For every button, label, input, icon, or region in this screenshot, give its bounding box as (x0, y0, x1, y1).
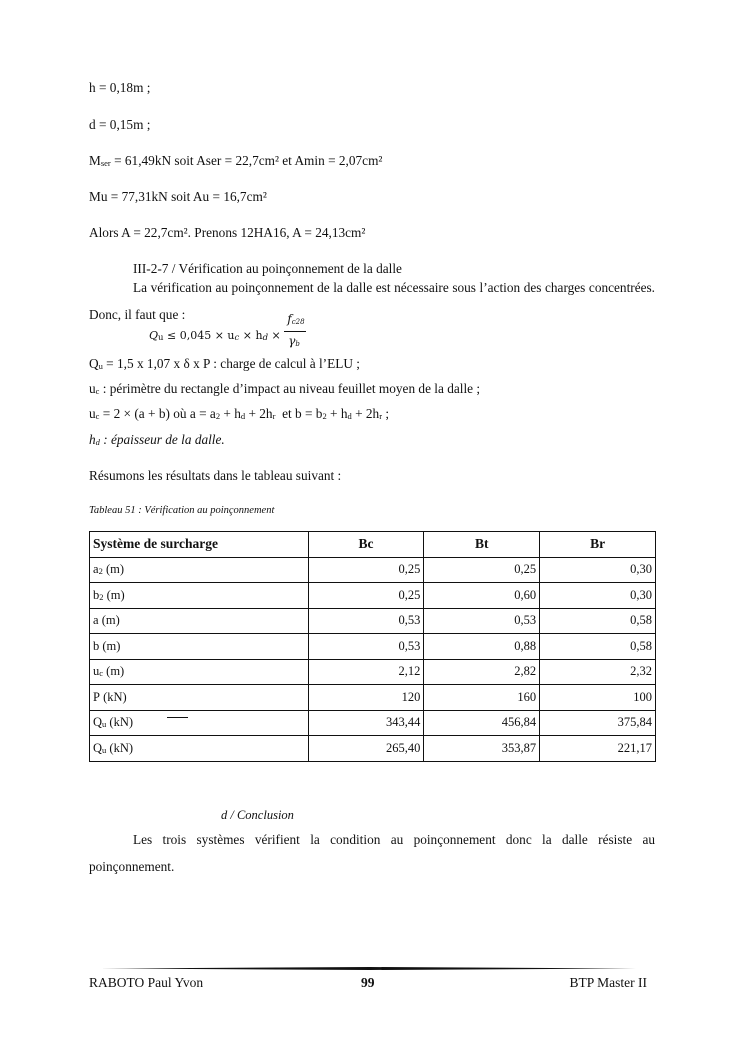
ucf-p1: u (89, 406, 96, 421)
page-number: 99 (361, 975, 375, 990)
def-hd-h: h (89, 432, 96, 447)
def-qu (89, 356, 360, 372)
ucf-p5: et b = b (275, 406, 323, 421)
row-label (90, 736, 309, 762)
def-uc-u: u (89, 381, 96, 396)
header-br: Br (540, 532, 656, 558)
line-d (89, 117, 150, 133)
row-label-var: b (93, 638, 100, 653)
section-intro: La vérification au poinçonnement de la dalle est nécessaire sous l’action des charges concentrées. Donc, il faut que : (89, 280, 655, 322)
den-gamma: γ (288, 334, 296, 348)
ucf-p7: + 2h (351, 406, 380, 421)
table-row (90, 659, 656, 685)
table-cell: 120 (308, 685, 424, 711)
ucf-s6: d (347, 411, 352, 421)
ucf-s7: r (379, 411, 383, 421)
table-row (90, 685, 656, 711)
row-label-unit: (kN) (99, 689, 127, 704)
table-row (90, 736, 656, 762)
table-cell: 0,58 (540, 608, 656, 634)
row-label (90, 557, 309, 583)
row-label-var: a (93, 562, 99, 577)
header-system: Système de surcharge (90, 532, 309, 558)
den-sub: b (295, 340, 300, 348)
var-d: d (89, 117, 96, 132)
table-header-row (90, 532, 656, 558)
table-row (90, 608, 656, 634)
header-bt: Bt (424, 532, 540, 558)
formula-times: × (268, 329, 281, 342)
row-label-var: b (93, 587, 100, 602)
row-label-unit: (m) (99, 638, 121, 653)
fraction-denominator (288, 334, 300, 348)
row-label-unit: (m) (103, 664, 125, 679)
footer-rule (100, 967, 640, 970)
def-hd-sub: d (95, 437, 100, 447)
line-mser (89, 153, 382, 169)
formula-q-sub: u (158, 333, 164, 343)
def-hd (89, 432, 225, 448)
row-label-sub: 2 (99, 591, 104, 602)
table-cell: 0,53 (308, 608, 424, 634)
table-cell: 2,82 (424, 659, 540, 685)
formula-hd-sub: d (262, 333, 269, 343)
row-label (90, 608, 309, 634)
var-h: h (89, 80, 96, 95)
fraction-bar (284, 331, 306, 332)
table-cell: 0,53 (308, 634, 424, 660)
table-cell: 100 (540, 685, 656, 711)
ucf-s2: 2 (215, 411, 221, 421)
row-label-var: u (93, 664, 100, 679)
def-qu-q: Q (89, 356, 99, 371)
num-f: f (287, 312, 292, 326)
table-cell: 0,30 (540, 583, 656, 609)
table-row (90, 710, 656, 736)
def-hd-text: : épaisseur de la dalle. (99, 432, 225, 447)
table-row (90, 634, 656, 660)
row-label-unit: (m) (102, 562, 124, 577)
ucf-p3: + h (220, 406, 241, 421)
ucf-p2: = 2 × (a + b) où a = a (99, 406, 216, 421)
stray-line-mark (167, 717, 188, 718)
header-bc: Bc (308, 532, 424, 558)
mser-text: = 61,49kN soit Aser = 22,7cm² et Amin = 2,07cm² (110, 153, 383, 168)
formula-uc-sub: c (234, 333, 240, 343)
conclusion-heading: d / Conclusion (221, 808, 294, 822)
def-uc-formula (89, 406, 389, 422)
var-m: M (89, 153, 101, 168)
def-uc-text: : périmètre du rectangle d’impact au niveau feuillet moyen de la dalle ; (99, 381, 481, 396)
table-cell: 375,84 (540, 710, 656, 736)
table-cell: 0,88 (424, 634, 540, 660)
ucf-p4: + 2h (245, 406, 273, 421)
value-h: = 0,18m ; (98, 80, 151, 95)
line-alors: Alors A = 22,7cm². Prenons 12HA16, A = 24,13cm² (89, 225, 366, 240)
row-label-var: P (93, 689, 100, 704)
row-label (90, 583, 309, 609)
table-cell: 160 (424, 685, 540, 711)
row-label-unit: (kN) (106, 715, 134, 730)
table-cell: 456,84 (424, 710, 540, 736)
table-cell: 0,25 (308, 583, 424, 609)
table-cell: 2,12 (308, 659, 424, 685)
row-label-sub: u (102, 719, 107, 730)
table-cell: 0,53 (424, 608, 540, 634)
formula-times-h: × h (239, 329, 263, 342)
table-cell: 353,87 (424, 736, 540, 762)
row-label-unit: (m) (103, 587, 125, 602)
row-label-var: Q (93, 715, 103, 730)
table-cell: 0,30 (540, 557, 656, 583)
def-uc-sub: c (95, 386, 100, 396)
num-sub: c28 (291, 318, 305, 326)
table-row (90, 557, 656, 583)
row-label-unit: (m) (98, 613, 120, 628)
table-row (90, 583, 656, 609)
row-label (90, 659, 309, 685)
table-cell: 0,58 (540, 634, 656, 660)
formula-fraction (284, 312, 306, 348)
row-label-var: a (93, 613, 99, 628)
table-cell: 343,44 (308, 710, 424, 736)
table-cell: 0,25 (424, 557, 540, 583)
table-caption: Tableau 51 : Vérification au poinçonnement (89, 505, 275, 516)
punching-formula (149, 312, 306, 348)
row-label (90, 634, 309, 660)
row-label (90, 685, 309, 711)
summary-line: Résumons les résultats dans le tableau suivant : (89, 468, 342, 483)
line-mu: Mu = 77,31kN soit Au = 16,7cm² (89, 189, 267, 204)
footer-program: BTP Master II (569, 975, 647, 990)
ucf-s1: c (95, 411, 100, 421)
line-h (89, 80, 150, 96)
row-label (90, 710, 309, 736)
row-label-sub: c (99, 668, 104, 679)
ucf-s5: 2 (322, 411, 327, 421)
formula-q: Q (149, 329, 159, 342)
ucf-p8: ; (382, 406, 390, 421)
conclusion-text: Les trois systèmes vérifient la condition au poinçonnement donc la dalle résiste au poinçonnement. (89, 832, 655, 874)
fraction-numerator (287, 312, 304, 326)
def-uc (89, 381, 480, 397)
def-qu-text: = 1,5 x 1,07 x δ x P : charge de calcul à l’ELU ; (102, 356, 360, 371)
value-d: = 0,15m ; (98, 117, 151, 132)
table-cell: 221,17 (540, 736, 656, 762)
ucf-s4: r (272, 411, 276, 421)
results-table (89, 531, 656, 762)
row-label-var: Q (93, 740, 103, 755)
ucf-p6: + h (326, 406, 348, 421)
table-cell: 0,60 (424, 583, 540, 609)
footer-author: RABOTO Paul Yvon (89, 975, 204, 990)
section-heading: III-2-7 / Vérification au poinçonnement de la dalle (133, 261, 402, 276)
row-label-unit: (kN) (106, 740, 134, 755)
row-label-sub: 2 (98, 566, 103, 577)
def-qu-sub: u (98, 361, 103, 371)
table-cell: 0,25 (308, 557, 424, 583)
formula-body: ≤ 0,045 × u (163, 329, 235, 342)
table-cell: 2,32 (540, 659, 656, 685)
ucf-s3: d (240, 411, 246, 421)
row-label-sub: u (102, 744, 107, 755)
table-cell: 265,40 (308, 736, 424, 762)
sub-ser: ser (100, 158, 111, 168)
